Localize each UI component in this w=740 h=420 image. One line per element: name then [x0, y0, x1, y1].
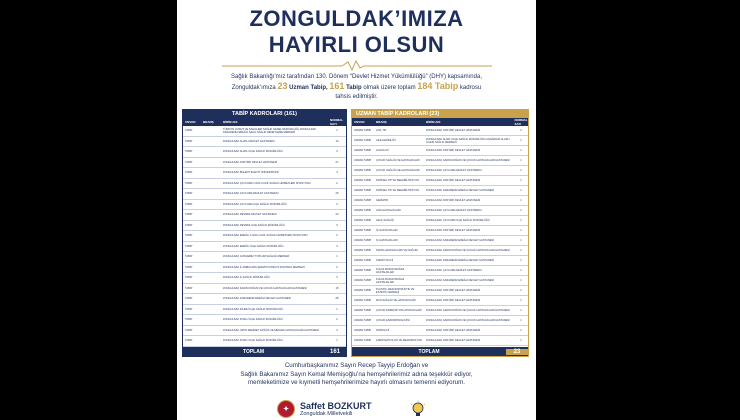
table-cell [201, 200, 221, 210]
table-cell: KARDİYOLOJİ [376, 259, 394, 262]
table-row [352, 306, 528, 316]
table-cell: 1 [520, 169, 522, 172]
intro-part-1: Sağlık Bakanlığı’mız tarafından 130. Dönem “Devlet Hizmet Yükümlülüğü” (DHY) kapsamında, [230, 74, 482, 80]
table-row [183, 158, 346, 169]
table-cell: 15 [335, 286, 339, 290]
table-cell: 28 [335, 297, 339, 301]
table-row [352, 196, 528, 206]
party-bulb-logo-icon [409, 400, 427, 418]
table-row [352, 156, 528, 166]
table-cell: 1 [520, 159, 522, 162]
table-cell: 1 [520, 259, 522, 262]
table-cell: ÇOCUK ENDOKRİNOLOJİSİ [376, 319, 410, 322]
table-cell: ZONGULDAK ATATÜRK DEVLET HASTANESİ [426, 289, 481, 292]
table-cell: TABİP [185, 339, 193, 343]
table-cell: UZMAN TABİP [354, 199, 372, 202]
table-row [183, 168, 346, 179]
table-cell: ZONGULDAK İL AMBULANS SERVİSİ KOMUTA KONTROL MERKEZİ [223, 265, 305, 269]
col-birim: BİRİM ADI [223, 120, 238, 124]
table-cell: ZONGULDAK ATATÜRK DEVLET HASTANESİ [426, 339, 481, 342]
table-cell: ZONGULDAK ÇAYCUMA DEVLET HASTANESİ [223, 192, 279, 196]
table-row [352, 166, 528, 176]
table-cell: UZMAN TABİP [354, 209, 372, 212]
table-cell: UZMAN TABİP [354, 259, 372, 262]
col-sayi: NORMAL SAYI [330, 118, 344, 126]
table-cell: 1 [520, 309, 522, 312]
table-cell: TABİP [185, 265, 193, 269]
table-cell [201, 168, 221, 178]
table-row [183, 126, 346, 137]
table-cell: 1 [336, 255, 338, 259]
table-cell: ZONGULDAK ATATÜRK DEVLET HASTANESİ [223, 160, 278, 164]
table-row [352, 336, 528, 346]
table-cell: ZONGULDAK KADIN DOĞUM VE ÇOCUK HASTALIKLARI HASTANESİ [223, 286, 307, 290]
table-cell: 4 [336, 171, 338, 175]
table-cell: UZMAN TABİP [354, 219, 372, 222]
table-row [183, 147, 346, 158]
table-cell: ZONGULDAK ÇAYCUMA İLÇE SAĞLIK MÜDÜRLÜĞÜ [426, 219, 490, 222]
total-value: 161 [329, 348, 340, 355]
table-cell: TABİP [185, 286, 193, 290]
doctor-table-header [183, 118, 346, 126]
table-cell: UZMAN TABİP [354, 249, 372, 252]
table-row [183, 231, 346, 242]
table-cell: UZMAN TABİP [354, 169, 372, 172]
table-cell: 2 [336, 234, 338, 238]
table-cell: TABİP [185, 307, 193, 311]
intro-label-doctor: Tabip [346, 85, 362, 91]
table-row [183, 336, 346, 347]
table-cell: ZONGULDAK KOZLU İLÇE SAĞLIK MÜDÜRLÜĞÜ [223, 318, 283, 322]
table-cell: TABİP [185, 297, 193, 301]
table-cell: ZONGULDAK ÇAYCUMA DEVLET HASTANESİ [426, 169, 482, 172]
table-cell [201, 284, 221, 294]
table-cell: TABİP [185, 318, 193, 322]
table-cell: TABİP [185, 192, 193, 196]
table-cell: ÇOCUK SAĞLIĞI VE HASTALIKLARI [376, 159, 420, 162]
table-row [352, 276, 528, 286]
table-cell: UZMAN TABİP [354, 309, 372, 312]
table-cell: ÇOCUK ENFEKSİYON HASTALIKLARI [376, 309, 422, 312]
doctor-table-title: TABİP KADROLARI (161) [183, 110, 346, 118]
col-unvan: UNVAN [354, 120, 365, 124]
table-row [183, 294, 346, 305]
table-row [183, 242, 346, 253]
closing-line-3: memleketimize ve kıymetli hemşehrilerimize hayırlı olmasını temenni ediyorum. [248, 379, 465, 386]
table-row [183, 326, 346, 337]
table-cell: TABİP [185, 129, 193, 133]
table-cell [201, 263, 221, 273]
heartbeat-line-icon [222, 60, 492, 72]
table-cell: UZMAN TABİP [354, 319, 372, 322]
table-cell: UZMAN TABİP [354, 139, 372, 142]
table-cell: TABİP [185, 181, 193, 185]
table-cell: 1 [336, 339, 338, 343]
intro-part-2: Zonguldak’ımıza [231, 85, 276, 91]
specialist-table-total [352, 347, 528, 356]
table-row [352, 176, 528, 186]
closing-text [187, 362, 526, 388]
table-cell: TÜRKİYE HUDUT VE SAHİLLERİ SAĞLIK GENEL MÜDÜRLÜĞÜ ZONGULDAK KARADENİZ EREĞLİ SAHİL SAĞLIK DENETLEME MERKEZİ [223, 127, 317, 134]
table-row [183, 263, 346, 274]
table-cell: ZONGULDAK KARADENİZ EREĞLİ DEVLET HASTANESİ [426, 279, 494, 282]
table-cell: ZONGULDAK ATATÜRK DEVLET HASTANESİ [426, 199, 481, 202]
table-row [352, 216, 528, 226]
table-cell: 1 [520, 179, 522, 182]
table-row [352, 136, 528, 146]
table-cell: UZMAN TABİP [354, 129, 372, 132]
table-cell: ZONGULDAK ALAPLI İLÇE SAĞLIK MÜDÜRLÜĞÜ [223, 150, 283, 154]
table-cell [201, 336, 221, 346]
closing-line-1: Cumhurbaşkanımız Sayın Recep Tayyip Erdoğan ve [284, 362, 429, 369]
table-cell: ZONGULDAK ÇAYCUMA 1 NOLU ACİL SAĞLIK HİZMETLERİ İSTASYONU [223, 181, 311, 185]
table-row [352, 206, 528, 216]
table-cell: ZONGULDAK ATATÜRK DEVLET HASTANESİ [426, 149, 481, 152]
table-cell: ZONGULDAK BÜLENT ECEVİT ÜNİVERSİTESİ [223, 171, 279, 175]
table-cell: UZMAN TABİP [354, 289, 372, 292]
table-cell: 3 [336, 150, 338, 154]
table-cell: TABİP [185, 276, 193, 280]
table-cell [201, 158, 221, 168]
intro-part-5: tahsis edilmiştir. [335, 94, 378, 100]
table-cell: GERİATRİ [376, 199, 389, 202]
poster [177, 0, 536, 420]
intro-text [189, 73, 524, 102]
table-cell [201, 273, 221, 283]
table-cell: İÇ HASTALIKLARI [376, 229, 398, 232]
table-cell: ZONGULDAK ATATÜRK DEVLET HASTANESİ [426, 299, 481, 302]
table-cell: 25 [335, 192, 339, 196]
table-cell [201, 126, 221, 136]
table-cell: ZONGULDAK ATATÜRK DEVLET HASTANESİ [426, 129, 481, 132]
table-cell: UZMAN TABİP [354, 179, 372, 182]
table-cell: 23 [335, 213, 339, 217]
intro-num-doctor: 161 [329, 81, 345, 91]
specialist-table-title: UZMAN TABİP KADROLARI (23) [352, 110, 528, 118]
total-label: TOPLAM [242, 348, 265, 355]
table-cell: UZMAN TABİP [354, 329, 372, 332]
col-unvan: UNVAN [185, 120, 196, 124]
table-cell: TABİP [185, 150, 193, 154]
signature-text [300, 401, 372, 417]
table-cell: TABİP [185, 171, 193, 175]
table-cell: 1 [336, 307, 338, 311]
table-cell [201, 210, 221, 220]
table-row [352, 296, 528, 306]
table-row [183, 252, 346, 263]
table-cell: 1 [520, 239, 522, 242]
table-cell: 1 [336, 129, 338, 133]
table-cell: TABİP [185, 244, 193, 248]
table-cell: 1 [520, 249, 522, 252]
table-cell [201, 179, 221, 189]
table-cell: ZONGULDAK ATATÜRK DEVLET HASTANESİ [426, 179, 481, 182]
table-cell: UZMAN TABİP [354, 149, 372, 152]
table-cell: 1 [520, 209, 522, 212]
intro-part-3: olmak üzere toplam [363, 85, 416, 91]
table-cell: TABİP [185, 223, 193, 227]
table-row [352, 286, 528, 296]
signature-role: Zonguldak Milletvekili [300, 411, 353, 417]
col-brans: BRANŞ [376, 120, 387, 124]
table-cell: ZONGULDAK ÇAYCUMA DEVLET HASTANESİ [426, 269, 482, 272]
table-cell: ZONGULDAK ATATÜRK DEVLET HASTANESİ [426, 229, 481, 232]
table-cell: TABİP [185, 234, 193, 238]
table-cell: UZMAN TABİP [354, 239, 372, 242]
table-cell: TABİP [185, 255, 193, 259]
table-cell: ZONGULDAK İL SAĞLIK MÜDÜRLÜĞÜ [223, 276, 270, 280]
table-cell: UZMAN TABİP [354, 269, 372, 272]
intro-part-4: kadrosu [459, 85, 482, 91]
table-cell: ZONGULDAK ÇAYCUMA İLÇE SAĞLIK MÜDÜRLÜĞÜ [223, 202, 287, 206]
table-cell: TABİP [185, 213, 193, 217]
table-cell: 1 [520, 149, 522, 152]
table-cell: 2 [336, 265, 338, 269]
specialist-table-header [352, 118, 528, 126]
table-cell: AİLE HEKİMLİĞİ [376, 139, 396, 142]
table-row [352, 126, 528, 136]
table-cell: ZONGULDAK ALAPLI İLÇE SAĞLIK MÜDÜRLÜĞÜ AŞAĞIDAKİ ALAPLI İLÇESİ SAĞLIK MERKEZİ [426, 137, 510, 144]
table-cell: KADIN HASTALIKLARI VE DOĞUM [376, 249, 418, 252]
table-row [352, 246, 528, 256]
table-cell: ANESTEZİYOLOJİ VE REANİMASYON [376, 339, 422, 342]
table-cell [201, 147, 221, 157]
table-cell [201, 326, 221, 336]
title-line-2: HAYIRLI OLSUN [268, 32, 445, 57]
specialist-positions-table [351, 109, 529, 357]
table-cell: 1 [520, 299, 522, 302]
table-cell [201, 137, 221, 147]
table-cell: ZONGULDAK KOZLU İLÇE SAĞLIK MÜDÜRLÜĞÜ [223, 339, 283, 343]
table-row [183, 179, 346, 190]
table-cell: ZONGULDAK GÖKÇEBEY TOPLUM SAĞLIĞI MERKEZİ [223, 255, 290, 259]
table-row [352, 326, 528, 336]
table-cell: 27 [335, 160, 339, 164]
table-cell: TABİP [185, 139, 193, 143]
table-cell: 1 [520, 189, 522, 192]
intro-num-total: 184 Tabip [417, 81, 459, 91]
table-cell: ZONGULDAK KİLİMLİ İLÇE SAĞLIK MÜDÜRLÜĞÜ [223, 307, 283, 311]
table-cell: ZONGULDAK UZUN MEHMET GÖĞÜS VE MESLEK HASTALIKLARI HASTANESİ [223, 328, 319, 332]
table-cell: ZONGULDAK ALAPLI DEVLET HASTANESİ [223, 139, 275, 143]
table-cell [201, 221, 221, 231]
table-cell: RUH SAĞLIĞI VE HASTALIKLARI [376, 299, 416, 302]
doctor-table-total [183, 347, 346, 356]
table-cell: ZONGULDAK KARADENİZ EREĞLİ DEVLET HASTANESİ [426, 189, 494, 192]
table-cell: UZMAN TABİP [354, 159, 372, 162]
table-cell: ZONGULDAK KADIN DOĞUM VE ÇOCUK HASTALIKLARI HASTANESİ [426, 309, 510, 312]
table-row [183, 315, 346, 326]
table-cell [201, 315, 221, 325]
table-cell: 1 [520, 339, 522, 342]
table-cell: ALGOLOJİ [376, 149, 389, 152]
table-cell [201, 305, 221, 315]
table-cell [201, 252, 221, 262]
table-cell: 3 [336, 276, 338, 280]
table-cell: PLASTİK, REKONSTRÜKTİF VE ESTETİK CERRAHİ [376, 287, 415, 294]
table-cell [201, 294, 221, 304]
table-cell: ÇOCUK SAĞLIĞI VE HASTALIKLARI [376, 169, 420, 172]
table-row [183, 284, 346, 295]
table-row [352, 236, 528, 246]
table-row [352, 256, 528, 266]
table-cell: HALK SAĞLIĞI [376, 219, 394, 222]
table-cell: TABİP [185, 160, 193, 164]
table-cell: GÖZ HASTALIKLARI [376, 209, 401, 212]
table-cell: 2 [520, 129, 522, 132]
table-row [183, 189, 346, 200]
table-row [183, 200, 346, 211]
table-cell: UZMAN TABİP [354, 229, 372, 232]
table-cell: 1 [520, 289, 522, 292]
table-cell: ZONGULDAK KARADENİZ EREĞLİ DEVLET HASTANESİ [426, 239, 494, 242]
table-row [352, 186, 528, 196]
table-cell: UZMAN TABİP [354, 189, 372, 192]
table-cell: 2 [336, 202, 338, 206]
table-cell: UZMAN TABİP [354, 279, 372, 282]
table-cell [201, 242, 221, 252]
doctor-table-rows [183, 126, 346, 347]
table-cell: ZONGULDAK ÇAYCUMA DEVLET HASTANESİ [426, 209, 482, 212]
table-cell: ZONGULDAK KARADENİZ EREĞLİ DEVLET HASTANESİ [223, 297, 291, 301]
parliament-emblem-icon: ✦ [277, 400, 295, 418]
table-cell: 2 [336, 318, 338, 322]
total-label: TOPLAM [418, 348, 440, 355]
table-cell: FİZİKSEL TIP VE REHABİLİTASYON [376, 179, 420, 182]
table-cell: ZONGULDAK EREĞLİ 1 NOLU ACİL SAĞLIK HİZMETLERİ İSTASYONU [223, 234, 308, 238]
table-cell: 3 [336, 223, 338, 227]
table-cell: 3 [336, 244, 338, 248]
table-cell [201, 231, 221, 241]
table-cell: TABİP [185, 202, 193, 206]
table-cell: 1 [520, 229, 522, 232]
table-cell: ZONGULDAK KADIN DOĞUM VE ÇOCUK HASTALIKLARI HASTANESİ [426, 319, 510, 322]
table-cell: FİZİKSEL TIP VE REHABİLİTASYON [376, 189, 420, 192]
table-cell: ZONGULDAK EREĞLİ İLÇE SAĞLIK MÜDÜRLÜĞÜ [223, 244, 284, 248]
table-cell: 10 [335, 139, 339, 143]
table-cell: ZONGULDAK DEVREK DEVLET HASTANESİ [223, 213, 277, 217]
col-brans: BRANŞ [203, 120, 214, 124]
table-cell: ZONGULDAK KARADENİZ EREĞLİ DEVLET HASTANESİ [426, 259, 494, 262]
table-cell: 2 [336, 181, 338, 185]
table-row [183, 137, 346, 148]
table-row [183, 305, 346, 316]
table-cell: KULAK BURUN BOĞAZ HASTALIKLARI [376, 277, 405, 284]
table-cell [201, 189, 221, 199]
table-cell: KULAK BURUN BOĞAZ HASTALIKLARI [376, 267, 405, 274]
table-cell: 1 [520, 279, 522, 282]
table-cell: 1 [520, 199, 522, 202]
col-sayi: NORMAL SAYI [514, 118, 528, 126]
table-row [183, 210, 346, 221]
closing-line-2: Sağlık Bakanımız Sayın Kemal Memişoğlu’na hemşehrilerimiz adına teşekkür ediyor, [240, 370, 473, 378]
table-row [352, 316, 528, 326]
table-cell: 1 [520, 219, 522, 222]
intro-num-specialist: 23 [277, 81, 288, 91]
table-row [352, 146, 528, 156]
specialist-table-rows [352, 126, 528, 346]
table-cell: 1 [520, 139, 522, 142]
table-row [352, 226, 528, 236]
table-cell: ACİL TIP [376, 129, 387, 132]
table-cell: 1 [520, 329, 522, 332]
signature-name: Saffet BOZKURT [300, 401, 372, 411]
table-cell: ZONGULDAK ATATÜRK DEVLET HASTANESİ [426, 329, 481, 332]
table-cell: TABİP [185, 328, 193, 332]
table-cell: UZMAN TABİP [354, 339, 372, 342]
table-cell: NÖROLOJİ [376, 329, 390, 332]
table-cell: UZMAN TABİP [354, 299, 372, 302]
table-row [183, 273, 346, 284]
table-cell: İÇ HASTALIKLARI [376, 239, 398, 242]
doctor-positions-table [182, 109, 347, 357]
col-birim: BİRİM ADI [426, 120, 441, 124]
table-row [352, 266, 528, 276]
table-cell: 1 [520, 269, 522, 272]
table-cell: 3 [336, 328, 338, 332]
intro-label-specialist: Uzman Tabip, [289, 85, 328, 91]
table-cell: ZONGULDAK KADIN DOĞUM VE ÇOCUK HASTALIKLARI HASTANESİ [426, 249, 510, 252]
table-cell: ZONGULDAK KADIN DOĞUM VE ÇOCUK HASTALIKLARI HASTANESİ [426, 159, 510, 162]
table-cell: 1 [520, 319, 522, 322]
table-row [183, 221, 346, 232]
table-cell: ZONGULDAK DEVREK İLÇE SAĞLIK MÜDÜRLÜĞÜ [223, 223, 285, 227]
total-value: 23 [506, 349, 528, 355]
title-line-1: ZONGULDAK’IMIZA [249, 6, 464, 31]
